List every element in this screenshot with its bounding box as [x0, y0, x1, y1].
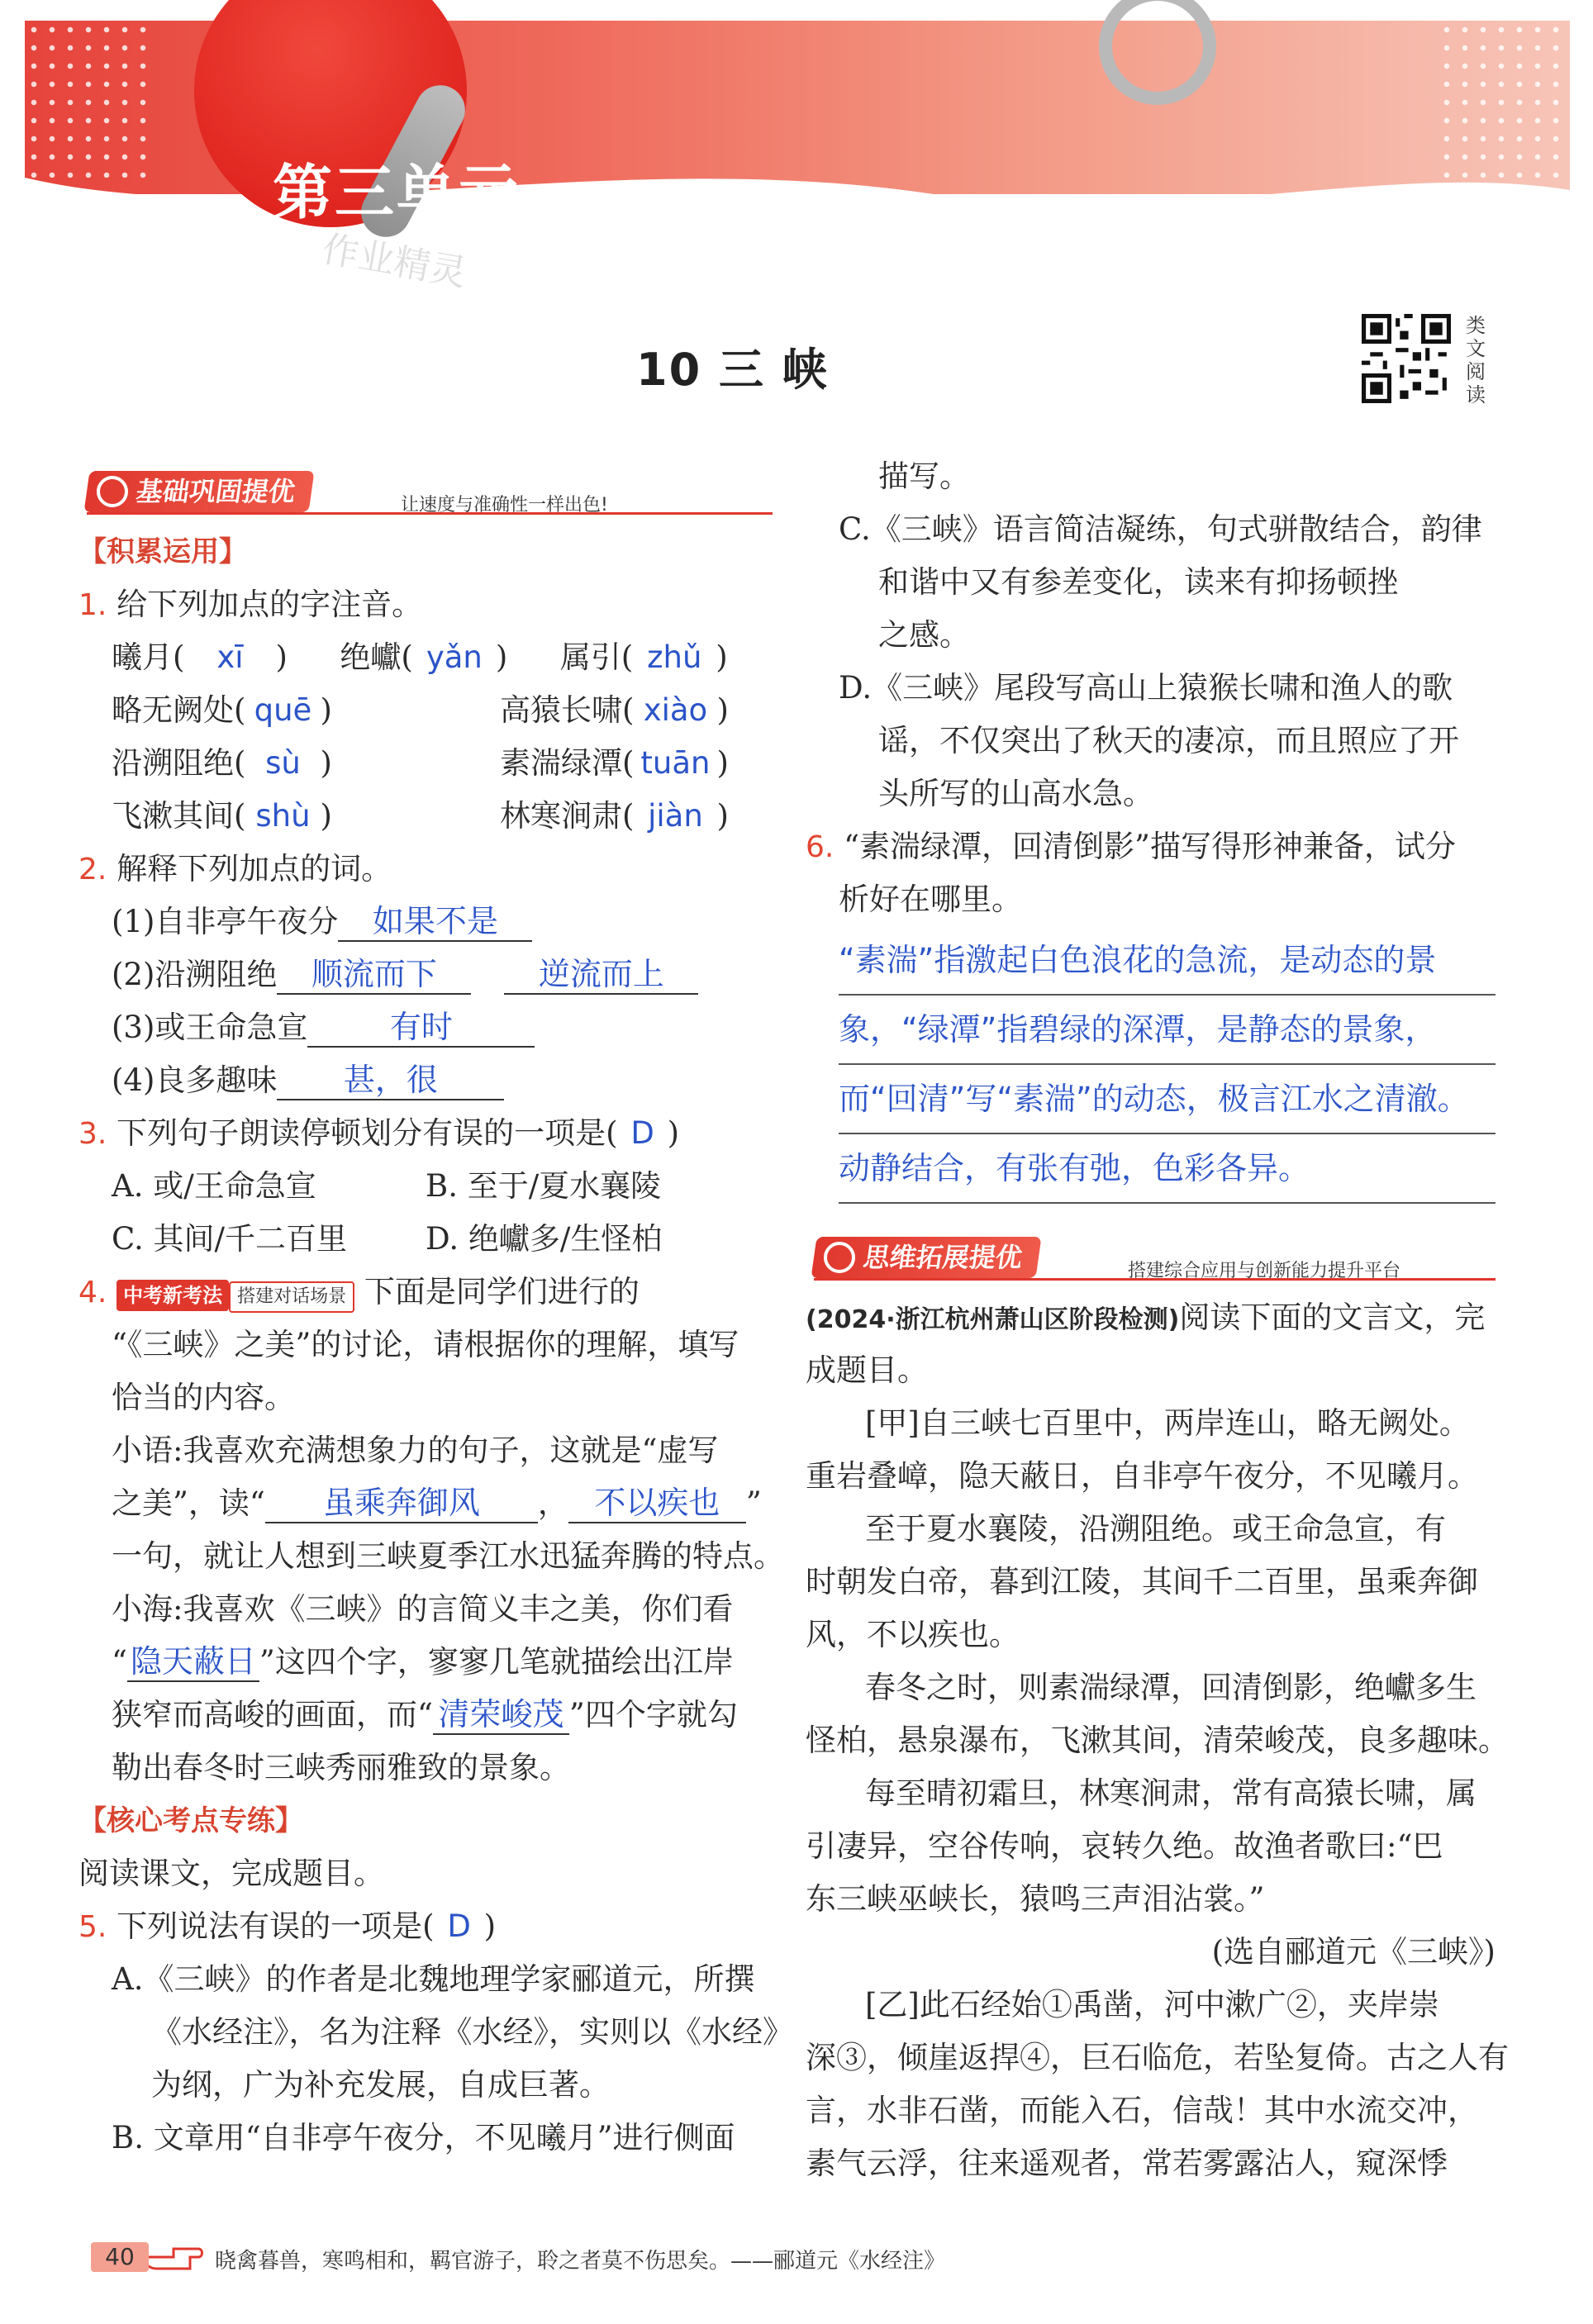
source-tag: (2024·浙江杭州萧山区阶段检测): [806, 1305, 1180, 1334]
q3-option-a[interactable]: A. 或/王命急宣: [112, 1168, 316, 1204]
q4-answer-blank[interactable]: 隐天蔽日: [127, 1642, 259, 1682]
q1-word: 飞漱其间(: [112, 798, 246, 834]
q4-text: ”四个字就勾: [568, 1697, 738, 1732]
q5-text: 下列说法有误的一项是(: [117, 1908, 435, 1944]
page-number: 40: [91, 2242, 149, 2272]
q4-xiaoyu: 小语:我喜欢充满想象力的句子，这就是“虚写: [112, 1433, 719, 1468]
q2-item-text: (3)或王命急宣: [112, 1010, 308, 1045]
q2-item-text: (1)自非亭午夜分: [112, 904, 339, 939]
q2-answer-blank[interactable]: 甚，很: [277, 1061, 504, 1100]
q2-item-text: (2)沿溯阻绝: [112, 957, 278, 992]
q2-item-text: (4)良多趣味: [112, 1062, 278, 1098]
q6-number: 6.: [806, 830, 835, 864]
qr-code-icon[interactable]: [1362, 314, 1451, 403]
q3-paren: ): [667, 1115, 679, 1151]
passage-jia-line: 至于夏水襄陵，沿溯阻绝。或王命急宣，有: [865, 1511, 1446, 1547]
q5-option-a: 为纲，广为补充发展，自成巨著。: [151, 2067, 610, 2103]
q3-number: 3.: [78, 1117, 107, 1151]
q6-text: 析好在哪里。: [839, 882, 1022, 917]
lesson-title: 10 三 峡: [636, 344, 829, 396]
q1-answer: shù: [255, 798, 311, 834]
q2-number: 2.: [78, 853, 107, 886]
q1-word: 高猿长啸(: [500, 692, 635, 728]
q1-paren: ): [275, 639, 288, 675]
q1-answer: zhǔ: [647, 639, 702, 675]
q4-text: 下面是同学们进行的: [364, 1274, 640, 1309]
q4-number: 4.: [78, 1276, 107, 1309]
q4-tag: 中考新考法: [117, 1280, 229, 1311]
q1-paren: ): [716, 692, 729, 728]
passage-yi-line: 言，水非石凿，而能入石，信哉！其中水流交冲，: [806, 2093, 1478, 2128]
q1-number: 1.: [78, 588, 107, 622]
q1-paren: ): [320, 745, 332, 781]
q5-stem: [78, 1900, 773, 1953]
q1-word: 属引(: [559, 639, 634, 675]
q1-answer: jiàn: [648, 798, 703, 834]
q3-text: 下列句子朗读停顿划分有误的一项是(: [117, 1115, 618, 1151]
q2-stem: [78, 843, 773, 896]
q5-option-d[interactable]: D.《三峡》尾段写高山上猿猴长啸和渔人的歌: [839, 670, 1453, 706]
read-instruction: 阅读课文，完成题目。: [78, 1856, 384, 1891]
target-icon: [97, 476, 128, 507]
q1-row: [78, 790, 773, 843]
q3-option-d[interactable]: D. 绝巘多/生怪柏: [426, 1221, 663, 1257]
q4-answer-blank[interactable]: 不以疾也: [568, 1484, 746, 1523]
q1-paren: ): [716, 745, 729, 781]
section-title-text: 思维拓展提优: [861, 1242, 1025, 1273]
q5-option-c: 之感。: [878, 617, 970, 653]
footer-quote: 晓禽暮兽，寒鸣相和，羁官游子，聆之者莫不伤思矣。——郦道元《水经注》: [215, 2249, 946, 2274]
passage-jia-line: [甲]自三峡七百里中，两岸连山，略无阙处。: [865, 1405, 1470, 1441]
q1-stem: [78, 578, 773, 631]
q2-answer-blank[interactable]: 有时: [307, 1008, 535, 1048]
q6-answer-line[interactable]: “素湍”指激起白色浪花的急流，是动态的景: [839, 926, 1496, 996]
source-text: 成题目。: [806, 1352, 928, 1388]
q4-stem: [78, 1266, 773, 1319]
q4-xiaohai: 小海:我喜欢《三峡》的言简义丰之美，你们看: [112, 1591, 734, 1627]
section-title-text: 基础巩固提优: [134, 476, 297, 507]
unit-banner: [25, 21, 1570, 295]
section-subtitle: 搭建综合应用与创新能力提升平台: [1128, 1261, 1401, 1281]
q6-answer-line[interactable]: 动静结合，有张有弛，色彩各异。: [839, 1134, 1496, 1204]
q5-option-b[interactable]: B. 文章用“自非亭午夜分，不见曦月”进行侧面: [112, 2120, 735, 2155]
q2-answer-blank[interactable]: 如果不是: [338, 902, 532, 942]
q2-answer-blank[interactable]: 逆流而上: [504, 955, 698, 995]
q1-word: 曦月(: [112, 639, 185, 675]
q1-paren: ): [320, 692, 332, 728]
right-column: [806, 450, 1509, 2190]
section-subtitle: 让速度与准确性一样出色!: [401, 495, 608, 516]
q4-xiaohai: [78, 1636, 773, 1689]
q5-option-c[interactable]: C.《三峡》语言简洁凝练，句式骈散结合，韵律: [839, 511, 1482, 547]
q5-number: 5.: [78, 1910, 107, 1944]
q3-stem: [78, 1107, 773, 1160]
passage-source: [806, 1291, 1496, 1344]
q2-item: [78, 896, 773, 948]
source-text: 阅读下面的文言文，完: [1179, 1300, 1486, 1335]
subhead-jilei: 【积累运用】: [78, 535, 247, 568]
passage-jia-line: 风，不以疾也。: [806, 1617, 1020, 1652]
q1-word: 绝巘(: [340, 639, 413, 675]
passage-yi-line: 素气云浮，往来遥观者，常若雾露沾人，窥深悸: [806, 2146, 1448, 2181]
q1-word: 林寒涧肃(: [500, 798, 635, 834]
q1-paren: ): [495, 639, 508, 675]
passage-jia-line: 怪柏，悬泉瀑布，飞漱其间，清荣峻茂，良多趣味。: [806, 1723, 1509, 1758]
q3-answer[interactable]: D: [630, 1115, 654, 1151]
q1-row: [78, 684, 773, 737]
q2-item: [78, 1001, 773, 1054]
qr-label: 类文阅读: [1466, 314, 1486, 406]
subhead-hexin: 【核心考点专练】: [78, 1804, 303, 1837]
passage-jia-line: 时朝发白帝，暮到江陵，其间千二百里，虽乘奔御: [806, 1564, 1478, 1599]
section-header-extend: [806, 1229, 1496, 1286]
atom-icon: [824, 1242, 855, 1273]
q6-text: “素湍绿潭，回清倒影”描写得形神兼备，试分: [844, 829, 1456, 864]
q4-text: “: [112, 1644, 127, 1680]
q4-answer-blank[interactable]: 虽乘奔御风: [265, 1484, 538, 1523]
q4-answer-blank[interactable]: 清荣峻茂: [433, 1695, 569, 1735]
q4-text: “《三峡》之美”的讨论，请根据你的理解，填写: [112, 1327, 739, 1362]
q4-xiaohai: [78, 1689, 773, 1742]
page-footer: [25, 2231, 1570, 2288]
q2-answer-blank[interactable]: 顺流而下: [277, 955, 471, 995]
q1-row: [78, 631, 773, 684]
q5-answer[interactable]: D: [447, 1908, 471, 1944]
q5-option-c: 和谐中又有参差变化，读来有抑扬顿挫: [878, 564, 1398, 600]
q6-stem: [806, 820, 1496, 873]
passage-jia-line: 引凄异，空谷传响，哀转久绝。故渔者歌曰:“巴: [806, 1828, 1443, 1864]
q4-xiaoyu: 一句，就让人想到三峡夏季江水迅猛奔腾的特点。: [112, 1538, 784, 1574]
q4-text: 之美”，读“: [112, 1485, 265, 1521]
passage-jia-line: 重岩叠嶂，隐天蔽日，自非亭午夜分，不见曦月。: [806, 1458, 1478, 1494]
q1-answer: yǎn: [426, 639, 483, 675]
q1-answer: quē: [254, 692, 312, 728]
pointing-hand-icon: [140, 2232, 207, 2279]
q1-word: 沿溯阻绝(: [112, 745, 246, 781]
watermark: 作业精灵: [319, 228, 470, 295]
passage-jia-line: 东三峡巫峡长，猿鸣三声泪沾裳。”: [806, 1881, 1265, 1917]
q4-text: 恰当的内容。: [112, 1380, 295, 1415]
passage-jia-line: 每至晴初霜旦，林寒涧肃，常有高猿长啸，属: [865, 1775, 1476, 1811]
q1-word: 略无阙处(: [112, 692, 246, 728]
q4-text: ”这四个字，寥寥几笔就描绘出江岸: [259, 1644, 734, 1680]
unit-title: 第三单元: [273, 158, 521, 227]
passage-yi-line: 深③，倾崖返捍④，巨石临危，若坠复倚。古之人有: [806, 2040, 1509, 2075]
q5-option-b: 描写。: [878, 459, 970, 494]
q1-word: 素湍绿潭(: [500, 745, 635, 781]
q5-option-a: 《水经注》，名为注释《水经》，实则以《水经》: [151, 2014, 793, 2050]
q4-text: ，: [537, 1485, 568, 1521]
q3-options: [78, 1160, 773, 1213]
q1-answer: sù: [265, 745, 301, 781]
q3-option-b[interactable]: B. 至于/夏水襄陵: [426, 1168, 662, 1204]
passage-jia-line: 春冬之时，则素湍绿潭，回清倒影，绝巘多生: [865, 1670, 1476, 1705]
q2-text: 解释下列加点的词。: [117, 851, 392, 886]
q1-answer: xiào: [643, 692, 708, 728]
q1-paren: ): [716, 639, 728, 675]
q5-paren: ): [483, 1908, 496, 1944]
q5-option-d: 头所写的山高水急。: [878, 776, 1153, 811]
q4-xiaoyu: [78, 1477, 773, 1530]
q5-option-d: 谣，不仅突出了秋天的凄凉，而且照应了开: [878, 723, 1459, 758]
left-column: [78, 463, 793, 2165]
q3-option-c[interactable]: C. 其间/千二百里: [112, 1221, 347, 1257]
q4-tag2: 搭建对话场景: [229, 1281, 354, 1313]
section-header-basic: [78, 463, 773, 520]
q5-option-a[interactable]: A.《三峡》的作者是北魏地理学家郦道元，所撰: [112, 1961, 755, 1997]
q4-text: ”: [745, 1485, 762, 1521]
q2-item: [78, 1054, 773, 1107]
passage-yi-line: [乙]此石经始①禹凿，河中漱广②，夹岸崇: [865, 1987, 1439, 2022]
q6-answer-line[interactable]: 象，“绿潭”指碧绿的深潭，是静态的景象，: [839, 996, 1496, 1065]
q3-options: [78, 1213, 773, 1266]
q1-answer: tuān: [640, 745, 711, 781]
q1-answer: xī: [216, 639, 244, 675]
q1-text: 给下列加点的字注音。: [117, 587, 423, 622]
q4-text: 狭窄而高峻的画面，而“: [112, 1697, 433, 1732]
q2-item: [78, 948, 773, 1001]
q1-paren: ): [716, 798, 729, 834]
q1-paren: ): [320, 798, 332, 834]
q4-xiaohai: 勒出春冬时三峡秀丽雅致的景象。: [112, 1750, 570, 1785]
q1-row: [78, 737, 773, 790]
q6-answer-line[interactable]: 而“回清”写“素湍”的动态，极言江水之清澈。: [839, 1065, 1496, 1134]
passage-jia-source: (选自郦道元《三峡》): [1211, 1934, 1496, 1970]
